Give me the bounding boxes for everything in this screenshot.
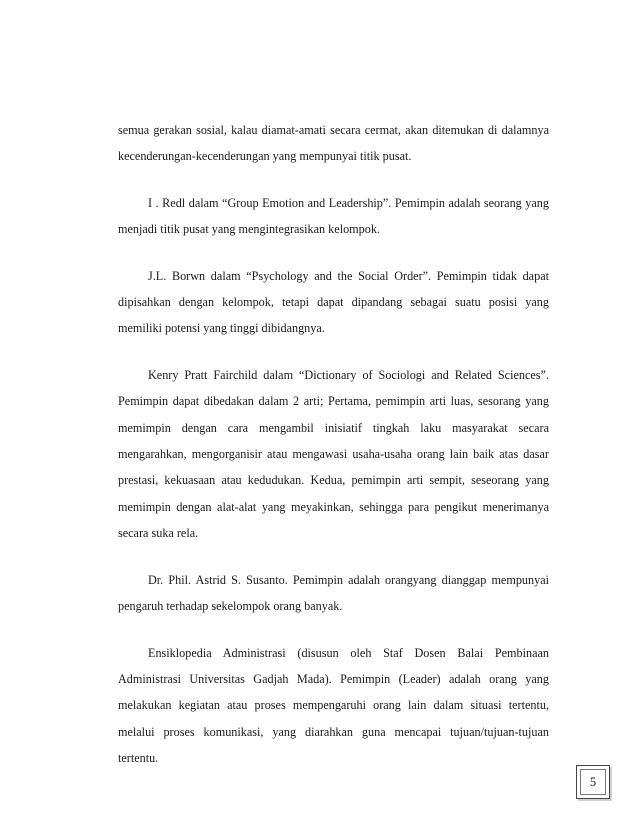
paragraph-continuation: semua gerakan sosial, kalau diamat-amati secara cermat, akan ditemukan di dalamnya kecenderungan-kecenderungan yang mempunyai titik pusat. [118, 123, 549, 164]
page-number-box [576, 765, 610, 799]
paragraph-brown: J.L. Borwn dalam “Psychology and the Social Order”. Pemimpin tidak dapat dipisahkan dengan kelompok, tetapi dapat dipandang sebagai suatu posisi yang memiliki potensi yang tinggi dibidangnya. [118, 268, 549, 336]
paragraph-ensiklopedia: Ensiklopedia Administrasi (disusun oleh Staf Dosen Balai Pembinaan Administrasi Universitas Gadjah Mada). Pemimpin (Leader) adalah orang yang melakukan kegiatan atau proses mempengaruhi orang lain dalam situasi tertentu, melalui proses komunikasi, yang diarahkan guna mencapai tujuan/tujuan-tujuan tertentu. [118, 645, 549, 766]
document-body [118, 117, 549, 772]
paragraph-redl: I . Redl dalam “Group Emotion and Leadership”. Pemimpin adalah seorang yang menjadi titik pusat yang mengintegrasikan kelompok. [118, 195, 549, 237]
paragraph-fairchild: Kenry Pratt Fairchild dalam “Dictionary of Sociologi and Related Sciences”. Pemimpin dapat dibedakan dalam 2 arti; Pertama, pemimpin arti luas, sesorang yang memimpin dengan cara mengambil inisiatif tingkah laku masyarakat secara mengarahkan, mengorganisir atau mengawasi usaha-usaha orang lain baik atas dasar prestasi, kekuasaan atau kedudukan. Kedua, pemimpin arti sempit, seseorang yang memimpin dengan alat-alat yang meyakinkan, sehingga para pengikut menerimanya secara suka rela. [118, 367, 549, 541]
paragraph-susanto: Dr. Phil. Astrid S. Susanto. Pemimpin adalah orangyang dianggap mempunyai pengaruh terhadap sekelompok orang banyak. [118, 572, 549, 614]
page-number: 5 [589, 774, 597, 789]
